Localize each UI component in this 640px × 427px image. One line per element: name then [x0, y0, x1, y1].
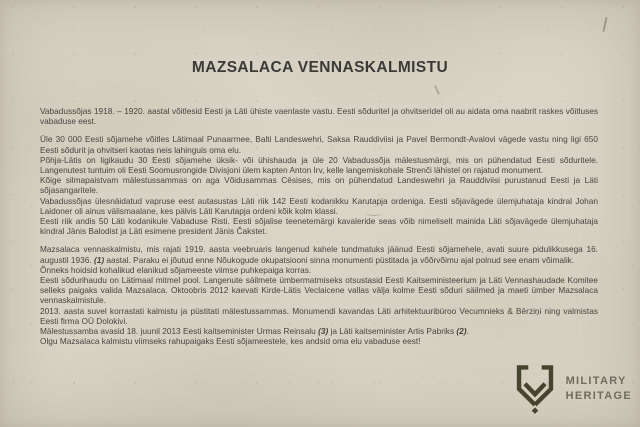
- paragraph-history-4: Vabadussõjas ülesnäidatud vapruse eest autasustas Läti riik 142 Eesti kodanikku Karutapja ordeniga. Eesti sõjavägede ülemjuhataja kindral Johan Laidoner oli ainus välismaalane, kes pälvis Läti Karutapja ordeni kõik kolm klassi.: [40, 195, 598, 216]
- paragraph-cemetery-2: Õnneks hoidsid kohalikud elanikud sõjameeste viimse puhkepaiga korras.: [40, 264, 312, 275]
- paragraph-intro: Vabadussõjas 1918. – 1920. aastal võitlesid Eesti ja Läti ühiste vaenlaste vastu. Eesti sõduritel ja ohvitseridel oli au aidata oma naabrit raskes võitluses vabaduse eest.: [40, 106, 598, 127]
- paragraph-cemetery-6: Olgu Mazsalaca kalmistu viimseks rahupaigaks Eesti sõjameestele, kes andsid oma elu vabaduse eest!: [40, 336, 421, 347]
- paragraph-cemetery-1: [40, 244, 598, 264]
- military-heritage-logo: [513, 363, 632, 415]
- paragraph-history-2: Põhja-Lätis on ligikaudu 30 Eesti sõjamehe üksik- või ühishauda ja üle 20 Vabadussõja mälestusmärgi, mis on pühendatud Eesti sõduritele. Langenutest tuntuim oli Eesti Soomusrongide Divisjoni ülem kapten Anton Irv, kelle langemiskohale Strenči lähistel on rajatud monument.: [40, 154, 598, 176]
- history-section: [40, 134, 598, 236]
- intro-section: [40, 106, 598, 126]
- paper-blemish: [602, 17, 607, 32]
- paper-blemish: [434, 85, 439, 95]
- logo-text-line2: HERITAGE: [565, 390, 632, 402]
- paragraph-history-5: Eesti riik andis 50 Läti kodanikule Vabaduse Risti. Eesti sõjalise teenetemärgi kavaleride seas võib nimeliselt mainida Läti sõjavägede ülemjuhataja kindral Jänis Balodist ja Läti esimene president Jänis Čakstet.: [40, 216, 598, 237]
- paragraph-cemetery-5: [40, 326, 598, 336]
- paragraph-text: .: [466, 326, 469, 337]
- paragraph-cemetery-3: Eesti sõdurihaudu on Lätimaal mitmel pool. Langenute säilmete ümbermatmiseks otsustasid Eesti Kaitseministeerium ja Läti Vennashaudade Komitee selleks paigaks valida Mazsalaca. Oktoobris 2012 kaevati Kirde-Lätis Veclaicene vallas välja kolme Eesti sõduri säilmed ja maeti ümber Mazsalaca vennaskalmistule.: [40, 275, 598, 306]
- page-title: MAZSALACA VENNASKALMISTU: [191, 59, 449, 76]
- photo-ref-marker: (3): [318, 326, 329, 337]
- paragraph-text: Mälestussamba avasid 18. juunil 2013 Eesti kaitseminister Urmas Reinsalu: [40, 326, 319, 337]
- paragraph-history-3: Kõige silmapaistvam mälestussammas on aga Võidusammas Cēsises, mis on pühendatud Landeswehri ja Rauddiviisi purustanud Eesti ja Läti sõjasangaritele.: [40, 175, 598, 196]
- logo-text-line1: MILITARY: [565, 375, 627, 387]
- cemetery-section: [40, 244, 598, 346]
- paragraph-history-1: Üle 30 000 Eesti sõjamehe võitles Lätimaal Punaarmee, Balti Landeswehri, Saksa Rauddiviisi ja Pavel Bermondt-Avalovi vägede vastu ning ligi 650 Eesti sõdurit ja ohvitseri kaotas neis lahinguis oma elu.: [40, 134, 598, 155]
- military-heritage-shield-icon: [513, 363, 557, 415]
- paragraph-text: Mazsalaca vennaskalmistu, mis rajati 1919. aasta veebruaris langenud kahele tundmatuks jäänud Eesti sõjamehele, avati suure pidulikkusega 16. augustil 1936.: [40, 244, 598, 265]
- body-text: [40, 106, 598, 346]
- photo-ref-marker: (2): [456, 326, 467, 337]
- paragraph-cemetery-4: 2013. aasta suvel korrastati kalmistu ja püstitati mälestussammas. Monumendi kavandas Läti arhitektuuribüroo Vecumnieks & Bērziņi ning valmistas Eesti firma OÜ Dolokivi.: [40, 305, 598, 326]
- paragraph-text: ja Läti kaitseminister Artis Pabriks: [328, 326, 457, 337]
- paragraph-text: aastal. Paraku ei jõutud enne Nõukogude okupatsiooni sinna monumenti püstitada ja võõrvõimu ajal polnud see enam võimalik.: [104, 254, 575, 265]
- logo-wordmark: [566, 374, 632, 404]
- photo-ref-marker: (1): [93, 254, 105, 265]
